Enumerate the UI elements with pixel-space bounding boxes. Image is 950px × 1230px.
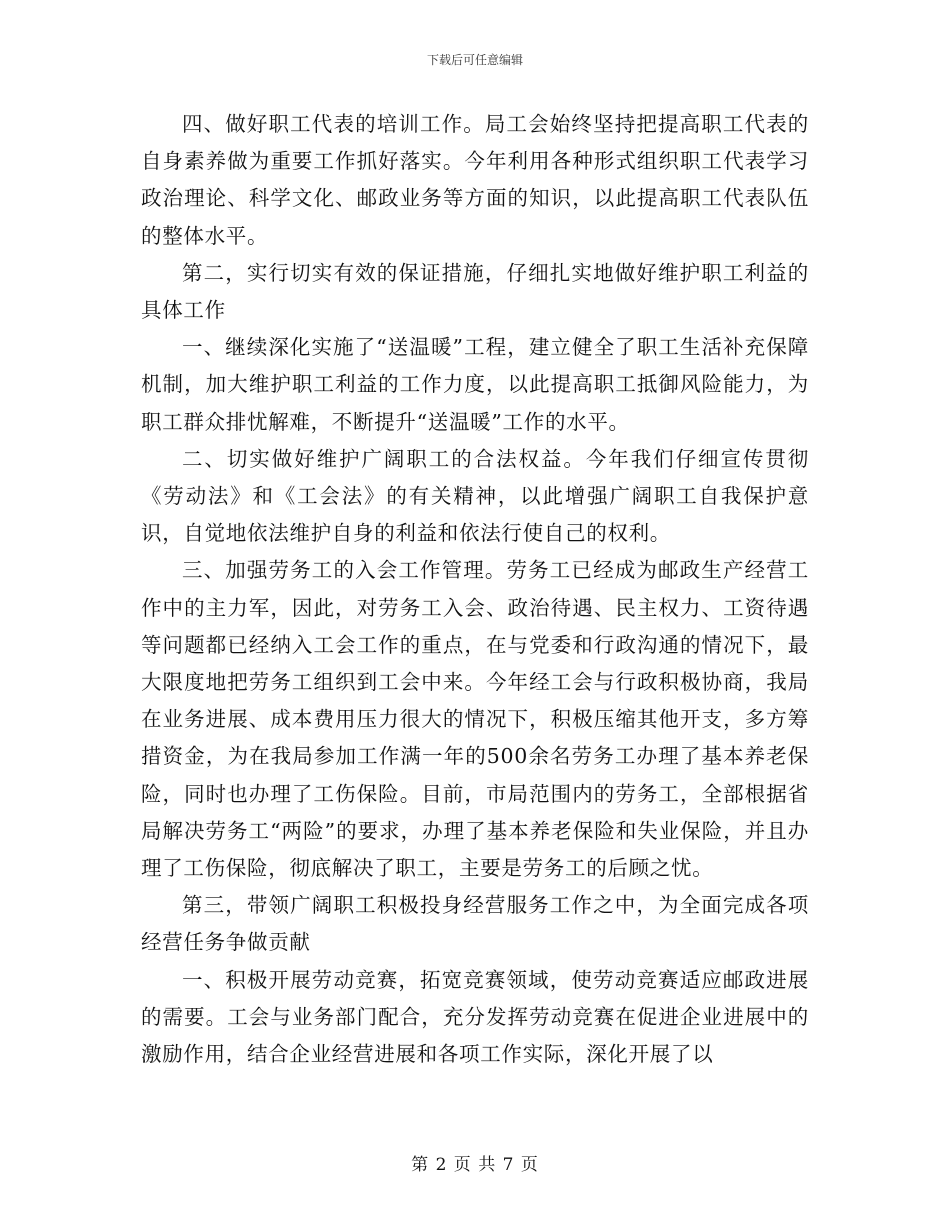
footer-suffix: 页 <box>520 1155 539 1175</box>
section-heading-second: 第二，实行切实有效的保证措施，仔细扎实地做好维护职工利益的具体工作 <box>141 260 809 323</box>
document-body <box>141 106 809 1073</box>
footer-page-number: 2 <box>435 1155 448 1175</box>
paragraph-legal-rights: 二、切实做好维护广阔职工的合法权益。今年我们仔细宣传贯彻《劳动法》和《工会法》的有关精神，以此增强广阔职工自我保护意识，自觉地依法维护自身的利益和依法行使自己的权利。 <box>141 446 809 546</box>
section-heading-third: 第三，带领广阔职工积极投身经营服务工作之中，为全面完成各项经营任务争做贡献 <box>141 893 809 955</box>
footer-prefix: 第 <box>411 1155 430 1175</box>
footer-total-pages: 7 <box>502 1155 515 1175</box>
paragraph-labor-competition: 一、积极开展劳动竞赛，拓宽竞赛领域，使劳动竞赛适应邮政进展的需要。工会与业务部门配合，充分发挥劳动竞赛在促进企业进展中的激励作用，结合企业经营进展和各项工作实际，深化开展了以 <box>141 967 809 1067</box>
footer-middle: 页 共 <box>453 1155 497 1175</box>
paragraph-training: 四、做好职工代表的培训工作。局工会始终坚持把提高职工代表的自身素养做为重要工作抓好落实。今年利用各种形式组织职工代表学习政治理论、科学文化、邮政业务等方面的知识，以此提高职工代表队伍的整体水平。 <box>141 112 809 248</box>
page-header-note: 下载后可任意编辑 <box>426 53 523 67</box>
paragraph-warmth-project: 一、继续深化实施了“送温暖”工程，建立健全了职工生活补充保障机制，加大维护职工利益的工作力度，以此提高职工抵御风险能力，为职工群众排忧解难，不断提升“送温暖”工作的水平。 <box>141 335 809 434</box>
paragraph-labor-membership: 三、加强劳务工的入会工作管理。劳务工已经成为邮政生产经营工作中的主力军，因此，对劳务工入会、政治待遇、民主权力、工资待遇等问题都已经纳入工会工作的重点，在与党委和行政沟通的情况下，最大限度地把劳务工组织到工会中来。今年经工会与行政积极协商，我局在业务进展、成本费用压力很大的情况下，积极压缩其他开支，多方筹措资金，为在我局参加工作满一年的500余名劳务工办理了基本养老保险，同时也办理了工伤保险。目前，市局范围内的劳务工，全部根据省局解决劳务工“两险”的要求，办理了基本养老保险和失业保险，并且办理了工伤保险，彻底解决了职工，主要是劳务工的后顾之忧。 <box>141 558 809 881</box>
page-footer <box>0 1154 950 1176</box>
